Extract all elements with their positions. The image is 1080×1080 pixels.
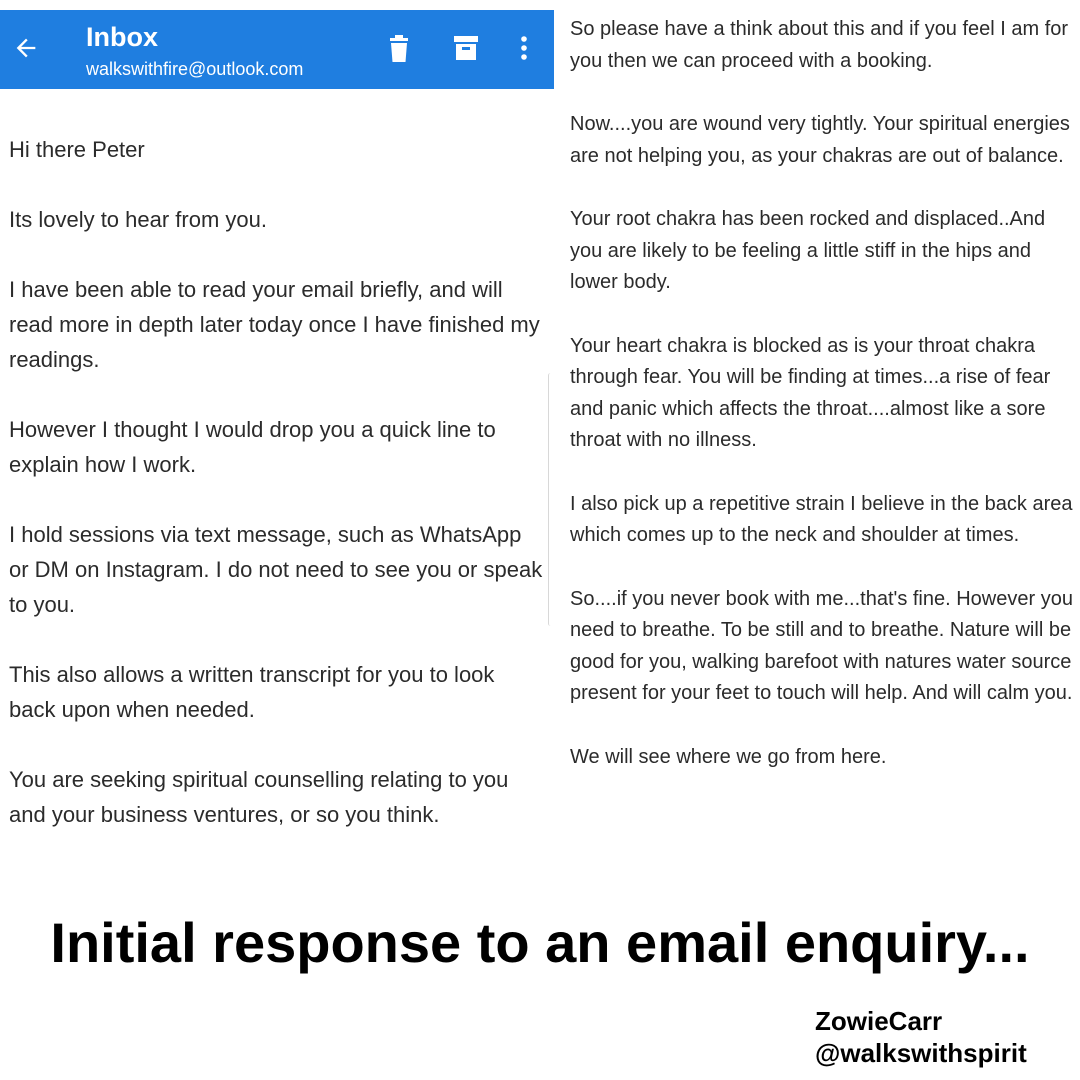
author-credit	[815, 1005, 1027, 1069]
app-bar	[0, 10, 554, 89]
email-paragraph: I have been able to read your email briefly, and will read more in depth later today once I have finished my readings.	[9, 277, 540, 372]
email-paragraph: This also allows a written transcript for you to look back upon when needed.	[9, 662, 495, 722]
email-paragraph: Your root chakra has been rocked and displaced..And you are likely to be feeling a little stiff in the hips and lower body.	[570, 208, 1046, 293]
email-paragraph: So please have a think about this and if you feel I am for you then we can proceed with a booking.	[570, 18, 1069, 72]
email-screenshot-left	[0, 0, 555, 880]
account-email: walkswithfire@outlook.com	[86, 59, 304, 79]
email-paragraph: Its lovely to hear from you.	[9, 207, 267, 232]
trash-icon[interactable]	[387, 34, 411, 64]
image-caption: Initial response to an email enquiry...	[50, 911, 1030, 974]
email-paragraph: However I thought I would drop you a quick line to explain how I work.	[9, 417, 496, 477]
email-paragraph: We will see where we go from here.	[570, 745, 887, 768]
email-paragraph: Now....you are wound very tightly. Your spiritual energies are not helping you, as your chakras are out of balance.	[570, 113, 1070, 167]
email-paragraph: You are seeking spiritual counselling relating to you and your business ventures, or so you think.	[9, 767, 509, 827]
back-arrow-icon[interactable]	[12, 34, 40, 62]
more-vertical-icon[interactable]	[514, 34, 534, 64]
author-name: ZowieCarr	[815, 1006, 943, 1036]
email-paragraph: So....if you never book with me...that's fine. However you need to breathe. To be still and to breathe. Nature will be good for you, walking barefoot with natures water source present for your feet to touch will help. And will calm you.	[570, 587, 1073, 704]
email-paragraph: Your heart chakra is blocked as is your throat chakra through fear. You will be finding at times...a rise of fear and panic which affects the throat....almost like a sore throat with no illness.	[570, 334, 1051, 451]
inbox-title: Inbox	[86, 22, 158, 52]
email-paragraph: I also pick up a repetitive strain I believe in the back area which comes up to the neck and shoulder at times.	[570, 492, 1073, 546]
email-body-left	[9, 132, 544, 867]
email-body-right	[570, 14, 1075, 805]
email-paragraph: I hold sessions via text message, such as WhatsApp or DM on Instagram. I do not need to see you or speak to you.	[9, 522, 543, 617]
archive-icon[interactable]	[453, 34, 479, 64]
email-paragraph: Hi there Peter	[9, 137, 145, 162]
author-handle: @walkswithspirit	[815, 1038, 1027, 1068]
scroll-indicator[interactable]	[548, 373, 553, 626]
